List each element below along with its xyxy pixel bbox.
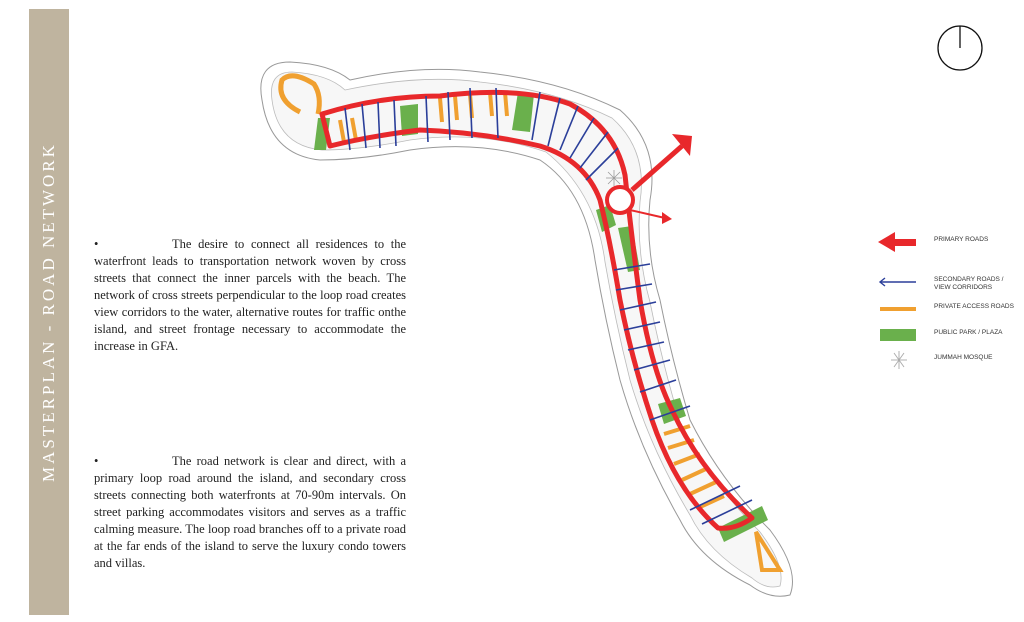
legend-label: PUBLIC PARK / PLAZA [934, 329, 1003, 336]
island-road-network-map [250, 55, 820, 600]
roundabout [607, 187, 633, 213]
paragraph-text: The desire to connect all residences to the waterfront leads to transportation network woven by cross streets that connect the inner parcels with the beach. The network of cross streets perpendicular to the loop road creates view corridors to the water, alternative routes for traffic onthe island, and street frontage necessary to accommodate the increase in GFA. [94, 237, 406, 353]
page-title: MASTERPLAN - ROAD NETWORK [39, 142, 58, 482]
blue-double-arrow-icon [878, 272, 918, 292]
orange-bar-icon [878, 299, 918, 319]
mosque-star-icon [878, 350, 918, 370]
green-block-icon [878, 325, 918, 345]
bullet-point: • [94, 454, 99, 468]
legend-item-public-park [878, 325, 1018, 345]
legend-item-private-access [878, 299, 1018, 319]
red-arrow-icon [878, 232, 918, 252]
legend-item-primary-roads [878, 232, 1018, 252]
legend-label: SECONDARY ROADS / VIEW CORRIDORS [934, 276, 1004, 291]
north-compass-icon [936, 24, 984, 72]
legend-label: JUMMAH MOSQUE [934, 354, 993, 361]
paragraph-text: The road network is clear and direct, with a primary loop road around the island, and secondary cross streets connecting both waterfronts at 70-90m intervals. On street parking accommodates visitors and serves as a traffic calming measure. The loop road branches off to a private road at the far ends of the island to serve the luxury condo towers and villas. [94, 454, 406, 570]
legend-label: PRIVATE ACCESS ROADS [934, 303, 1014, 310]
legend-label: PRIMARY ROADS [934, 236, 989, 243]
mosque-star-icon [606, 170, 622, 186]
primary-road-arrowhead [662, 212, 672, 224]
legend-item-mosque [878, 350, 1018, 370]
legend-item-secondary-roads [878, 272, 1018, 292]
sidebar-band [29, 9, 69, 615]
bullet-point: • [94, 237, 99, 251]
